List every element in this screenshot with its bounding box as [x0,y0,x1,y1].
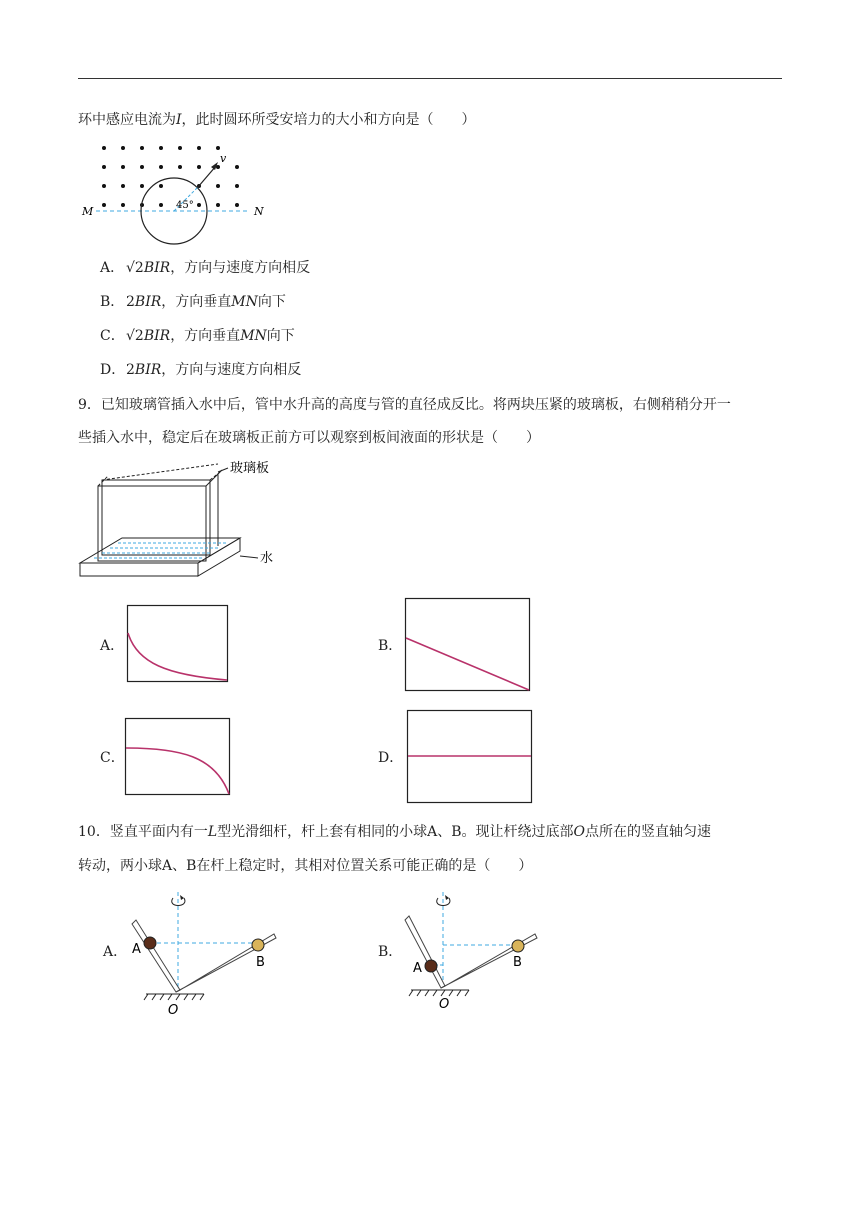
q9-option-a-label[interactable]: A． [100,638,125,654]
option-text: ，方向垂直 [170,328,241,344]
q10-var-l: L [207,824,218,840]
label-o: O [439,997,450,1012]
label-b: B [513,955,522,970]
option-letter: C． [100,328,125,344]
label-a: A [132,942,141,957]
q9-option-c-graph[interactable] [125,718,231,796]
option-letter: D． [100,362,126,378]
q10-option-a-figure[interactable] [128,886,288,1016]
q8-stem [78,110,476,130]
glass-plate-back [98,486,206,561]
ball-b [512,940,524,952]
label-water: 水 [260,551,274,566]
option-expr: BIR [143,328,171,344]
option-text: ，方向与速度方向相反 [170,260,311,276]
q9-option-d-graph[interactable] [407,710,533,804]
q8-option-a[interactable] [100,258,310,278]
header-rule [78,78,782,79]
q10-text-b: 型光滑细杆，杆上套有相同的小球A、B。现让杆绕过底部 [217,824,574,840]
q10-option-b-label[interactable]: B． [378,944,403,960]
rod-left [405,916,445,988]
q9-option-c-label[interactable]: C． [100,750,125,766]
velocity-arrow [198,166,216,187]
option-expr: BIR [134,362,162,378]
label-n: N [254,205,264,218]
label-glass: 玻璃板 [230,461,270,476]
option-coef: 2 [126,294,135,310]
option-letter: B． [100,294,125,310]
q8-stem-var: I [176,112,182,128]
q10-var-o: O [573,824,586,840]
q9-stem-line2: 些插入水中，稳定后在玻璃板正前方可以观察到板间液面的形状是（ ） [78,430,540,446]
option-expr: BIR [134,294,162,310]
option-coef: √2 [126,260,144,276]
option-text2: 向下 [266,328,295,344]
q9-option-b-graph[interactable] [405,598,531,692]
q9-option-d-label[interactable]: D． [378,750,404,766]
ball-a [425,960,437,972]
label-m: M [82,205,94,218]
q10-stem-line1 [78,822,711,842]
option-text: ，方向垂直 [161,294,232,310]
q10-option-a-label[interactable]: A． [103,944,128,960]
option-letter: A． [100,260,125,276]
option-var: MN [231,294,258,310]
q10-option-b-figure[interactable] [403,882,553,1014]
ball-a [144,937,156,949]
option-text2: 向下 [257,294,286,310]
q10-stem-line2: 转动，两小球A、B在杆上稳定时，其相对位置关系可能正确的是（ ） [78,858,533,874]
option-coef: 2 [126,362,135,378]
q9-option-a-graph[interactable] [127,605,229,683]
option-expr: BIR [143,260,171,276]
option-text: ，方向与速度方向相反 [161,362,302,378]
label-b: B [256,955,265,970]
label-a: A [413,961,422,976]
option-var: MN [240,328,267,344]
q9-option-b-label[interactable]: B． [378,638,403,654]
water-tray-front [80,563,198,576]
curve-a [128,633,227,680]
water-tray-side [198,538,240,576]
ball-b [252,939,264,951]
q10-text-c: 点所在的竖直轴匀速 [585,824,712,840]
curve-b [406,638,529,690]
q8-option-b[interactable] [100,292,286,312]
q8-figure [78,140,268,250]
q9-figure [78,458,288,583]
water-tray-top [80,538,240,563]
curve-c [126,748,229,794]
label-angle: 45° [176,200,194,211]
label-o: O [168,1003,179,1018]
label-v: v [220,152,227,165]
magnetic-field-dots [102,146,239,207]
glass-plate-front [102,480,210,555]
q10-text-a: 10．竖直平面内有一 [78,824,208,840]
q9-stem-line1: 9．已知玻璃管插入水中后，管中水升高的高度与管的直径成反比。将两块压紧的玻璃板，右侧稍稍分开一 [78,397,731,413]
q8-option-d[interactable] [100,360,301,380]
q8-stem-rest: ，此时圆环所受安培力的大小和方向是（ ） [181,112,476,128]
option-coef: √2 [126,328,144,344]
q8-option-c[interactable] [100,326,295,346]
q8-stem-text: 环中感应电流为 [78,112,176,128]
